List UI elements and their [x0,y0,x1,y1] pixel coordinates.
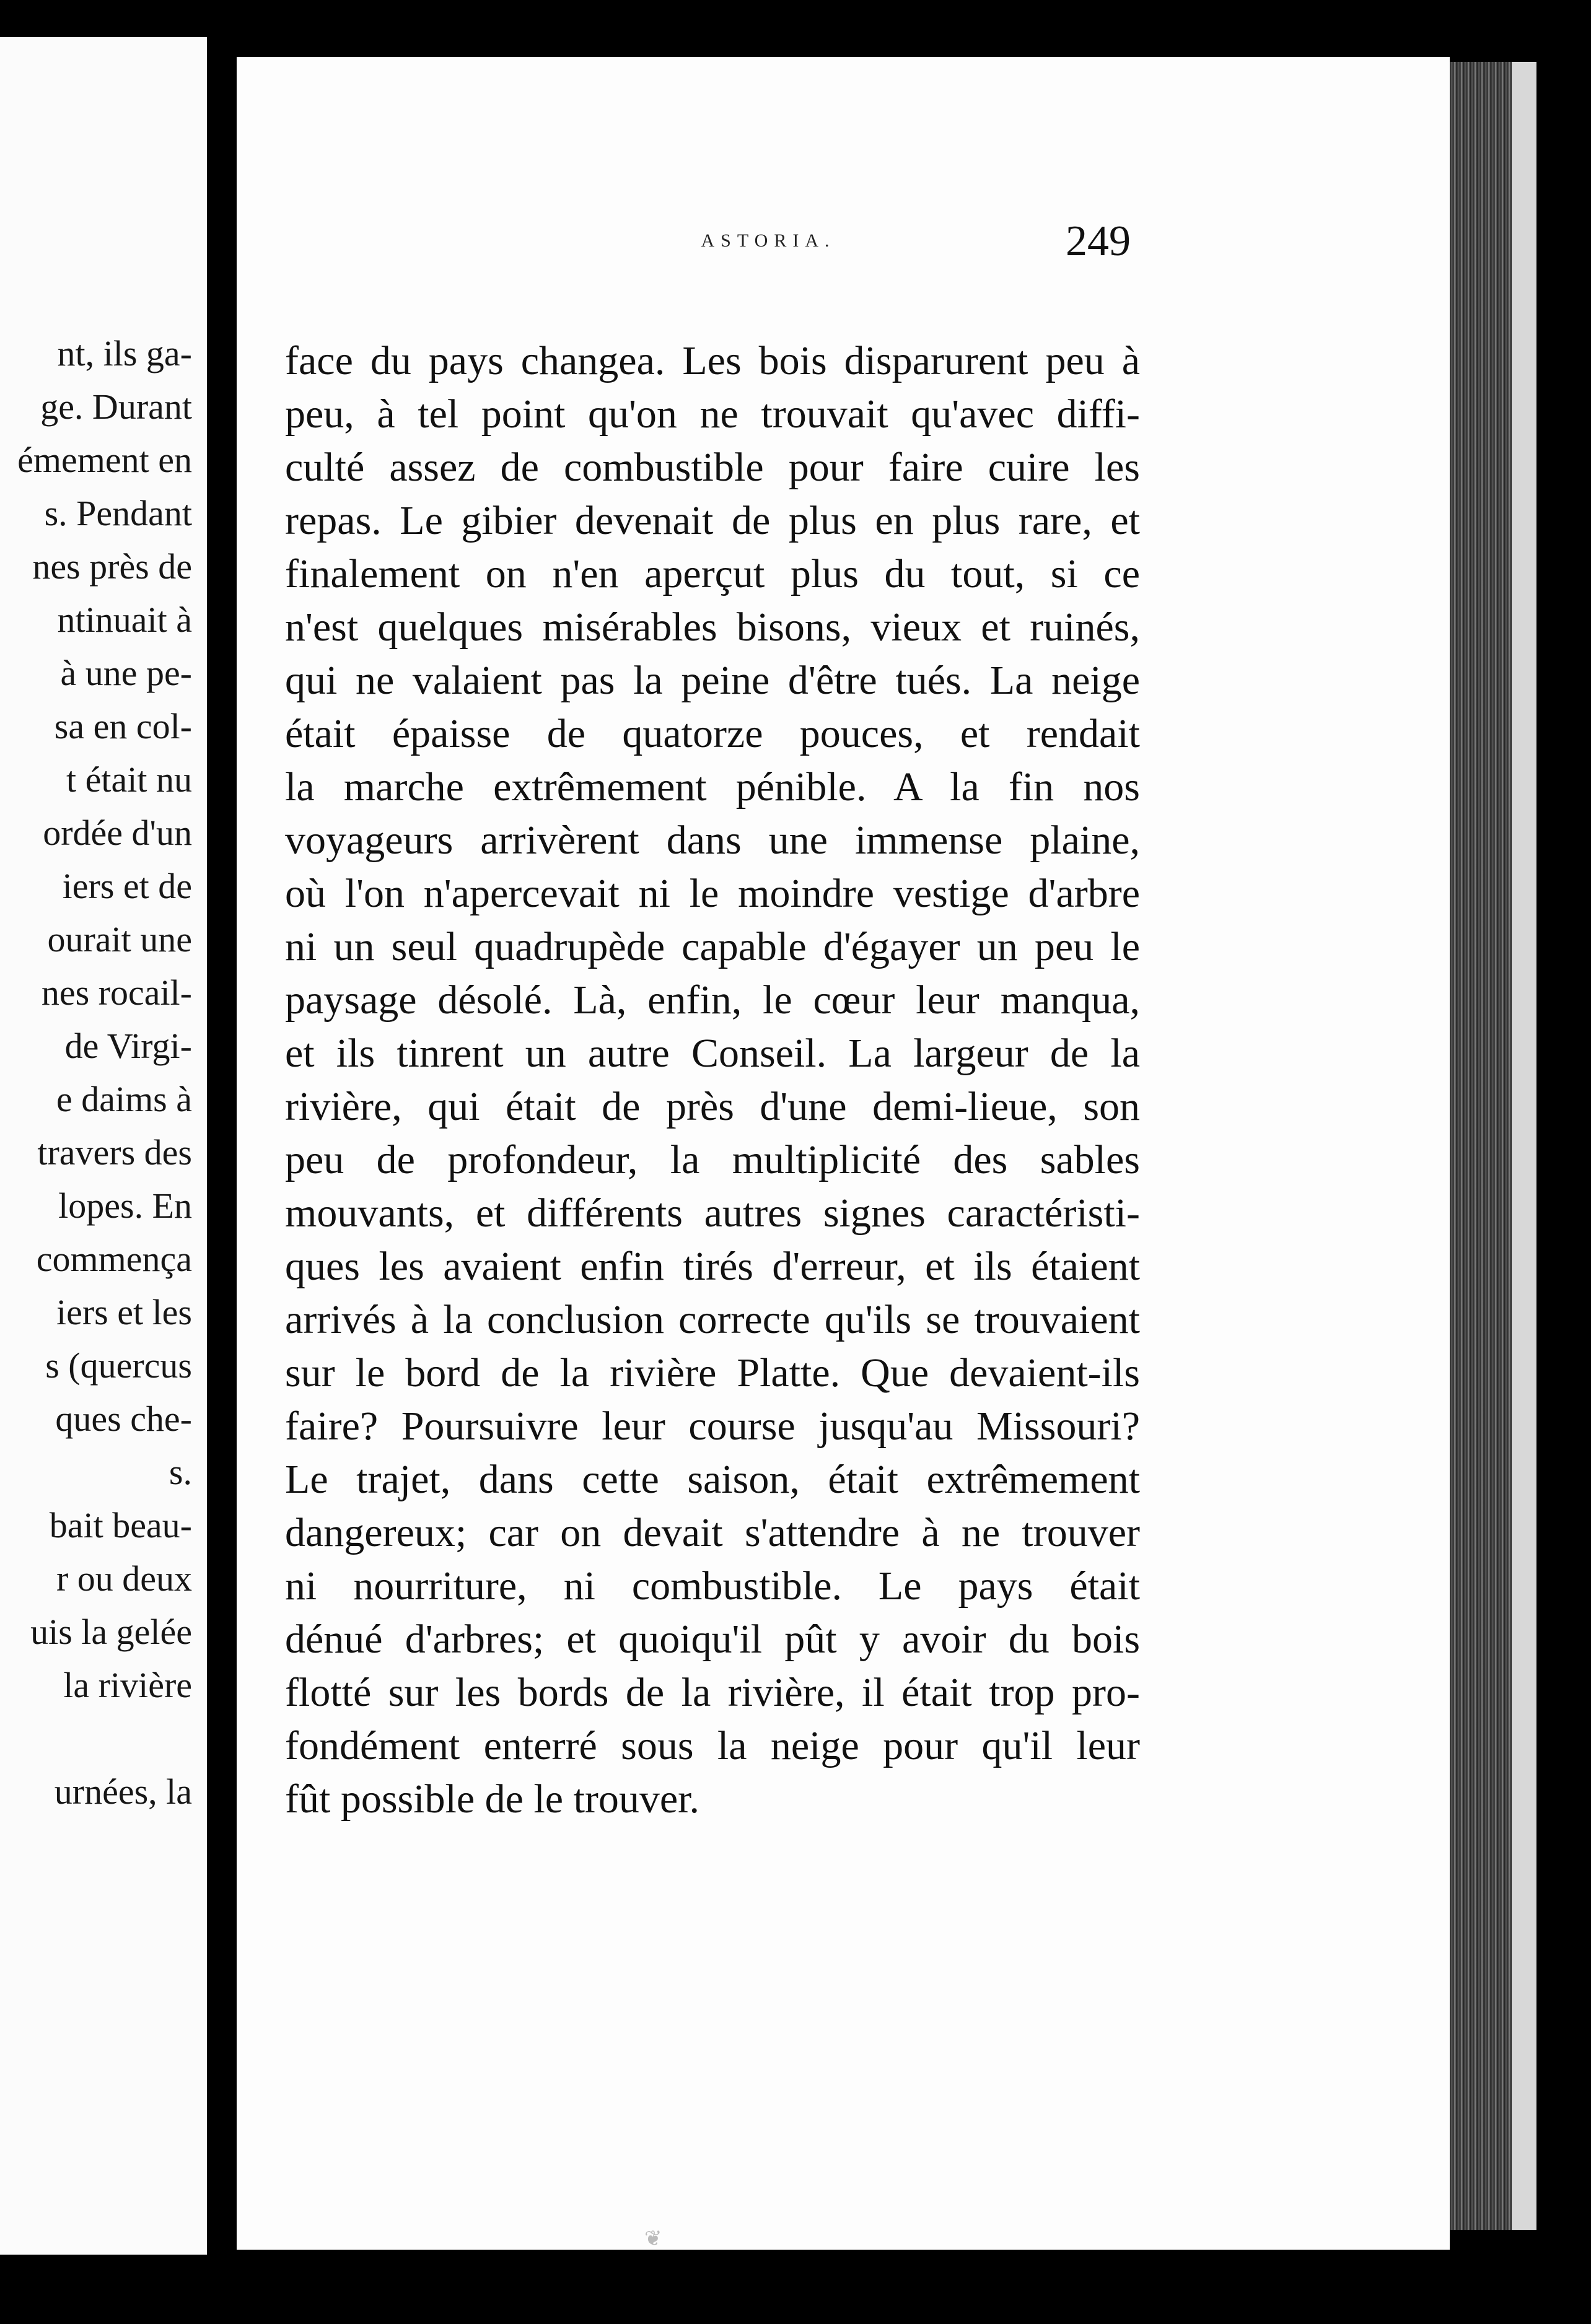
left-page-line: uis la gelée [30,1612,192,1652]
body-line: fût possible de le trouver. [285,1776,700,1822]
book-gutter [207,0,237,2324]
body-line: qui ne valaient pas la peine d'être tués. La neige [285,658,1140,703]
body-line: dangereux; car on devait s'attendre à ne trouver [285,1510,1140,1555]
body-line: finalement on n'en aperçut plus du tout, si ce [285,551,1140,596]
left-page-line: nes rocail- [41,972,192,1013]
body-line: rivière, qui était de près d'une demi-lieue, son [285,1084,1140,1129]
left-page-line: à une pe- [60,653,192,693]
left-page-line: s. [169,1452,192,1492]
body-line: flotté sur les bords de la rivière, il était trop pro- [285,1670,1140,1715]
body-line: culté assez de combustible pour faire cuire les [285,445,1140,490]
body-line: et ils tinrent un autre Conseil. La largeur de la [285,1031,1140,1076]
body-line: n'est quelques misérables bisons, vieux et ruinés, [285,605,1140,650]
body-line: sur le bord de la rivière Platte. Que devaient-ils [285,1350,1140,1396]
left-page-line: t était nu [66,759,192,800]
left-page-line: ntinuait à [57,600,192,640]
body-line: ni un seul quadrupède capable d'égayer un peu le [285,924,1140,969]
body-line: repas. Le gibier devenait de plus en plus rare, et [285,498,1140,543]
left-page-line: ourait une [47,919,192,959]
body-line: face du pays changea. Les bois disparurent peu à [285,338,1140,383]
body-line: voyageurs arrivèrent dans une immense plaine, [285,818,1140,863]
body-line: ques les avaient enfin tirés d'erreur, et ils étaient [285,1244,1140,1289]
left-page-line: urnées, la [54,1771,192,1812]
left-page-line: sa en col- [54,706,192,746]
left-page-line: iers et de [62,866,192,906]
body-line: peu de profondeur, la multiplicité des sables [285,1137,1140,1182]
left-page-fragment [0,37,207,2255]
body-line: paysage désolé. Là, enfin, le cœur leur manqua, [285,977,1140,1023]
body-line: était épaisse de quatorze pouces, et rendait [285,711,1140,756]
left-page-line: ge. Durant [40,387,192,427]
left-page-line: r ou deux [56,1558,192,1599]
left-page-line: nes près de [32,546,192,587]
body-line: Le trajet, dans cette saison, était extrêmement [285,1457,1140,1502]
left-page-line: lopes. En [58,1186,192,1226]
page-number: 249 [1066,217,1131,265]
body-line: la marche extrêmement pénible. A la fin nos [285,764,1140,810]
body-line: arrivés à la conclusion correcte qu'ils se trouvaient [285,1297,1140,1342]
body-line: peu, à tel point qu'on ne trouvait qu'avec diffi- [285,391,1140,437]
body-line: dénué d'arbres; et quoiqu'il pût y avoir du bois [285,1617,1140,1662]
left-page-line: e daims à [56,1079,192,1119]
left-page-line: ordée d'un [43,813,192,853]
left-page-line: iers et les [56,1292,192,1332]
running-head: ASTORIA. [701,230,836,251]
left-page-line: émement en [17,440,192,480]
left-page-line: travers des [37,1132,192,1173]
left-page-line: commença [36,1239,192,1279]
left-page-line: nt, ils ga- [57,333,192,374]
body-line: fondément enterré sous la neige pour qu'il leur [285,1723,1140,1768]
left-page-line: la rivière [63,1665,192,1705]
footer-ornament: ❦ [644,2227,662,2250]
left-page-line: s (quercus [45,1345,192,1386]
left-page-line: de Virgi- [64,1026,192,1066]
body-line: faire? Poursuivre leur course jusqu'au Missouri? [285,1404,1140,1449]
page-edge-light [1512,62,1536,2230]
body-line: mouvants, et différents autres signes caractéristi- [285,1190,1140,1236]
left-page-line: bait beau- [49,1505,192,1545]
body-line: ni nourriture, ni combustible. Le pays était [285,1563,1140,1609]
left-page-line: ques che- [55,1399,192,1439]
left-page-line: s. Pendant [44,493,192,533]
body-line: où l'on n'apercevait ni le moindre vestige d'arbre [285,871,1140,916]
